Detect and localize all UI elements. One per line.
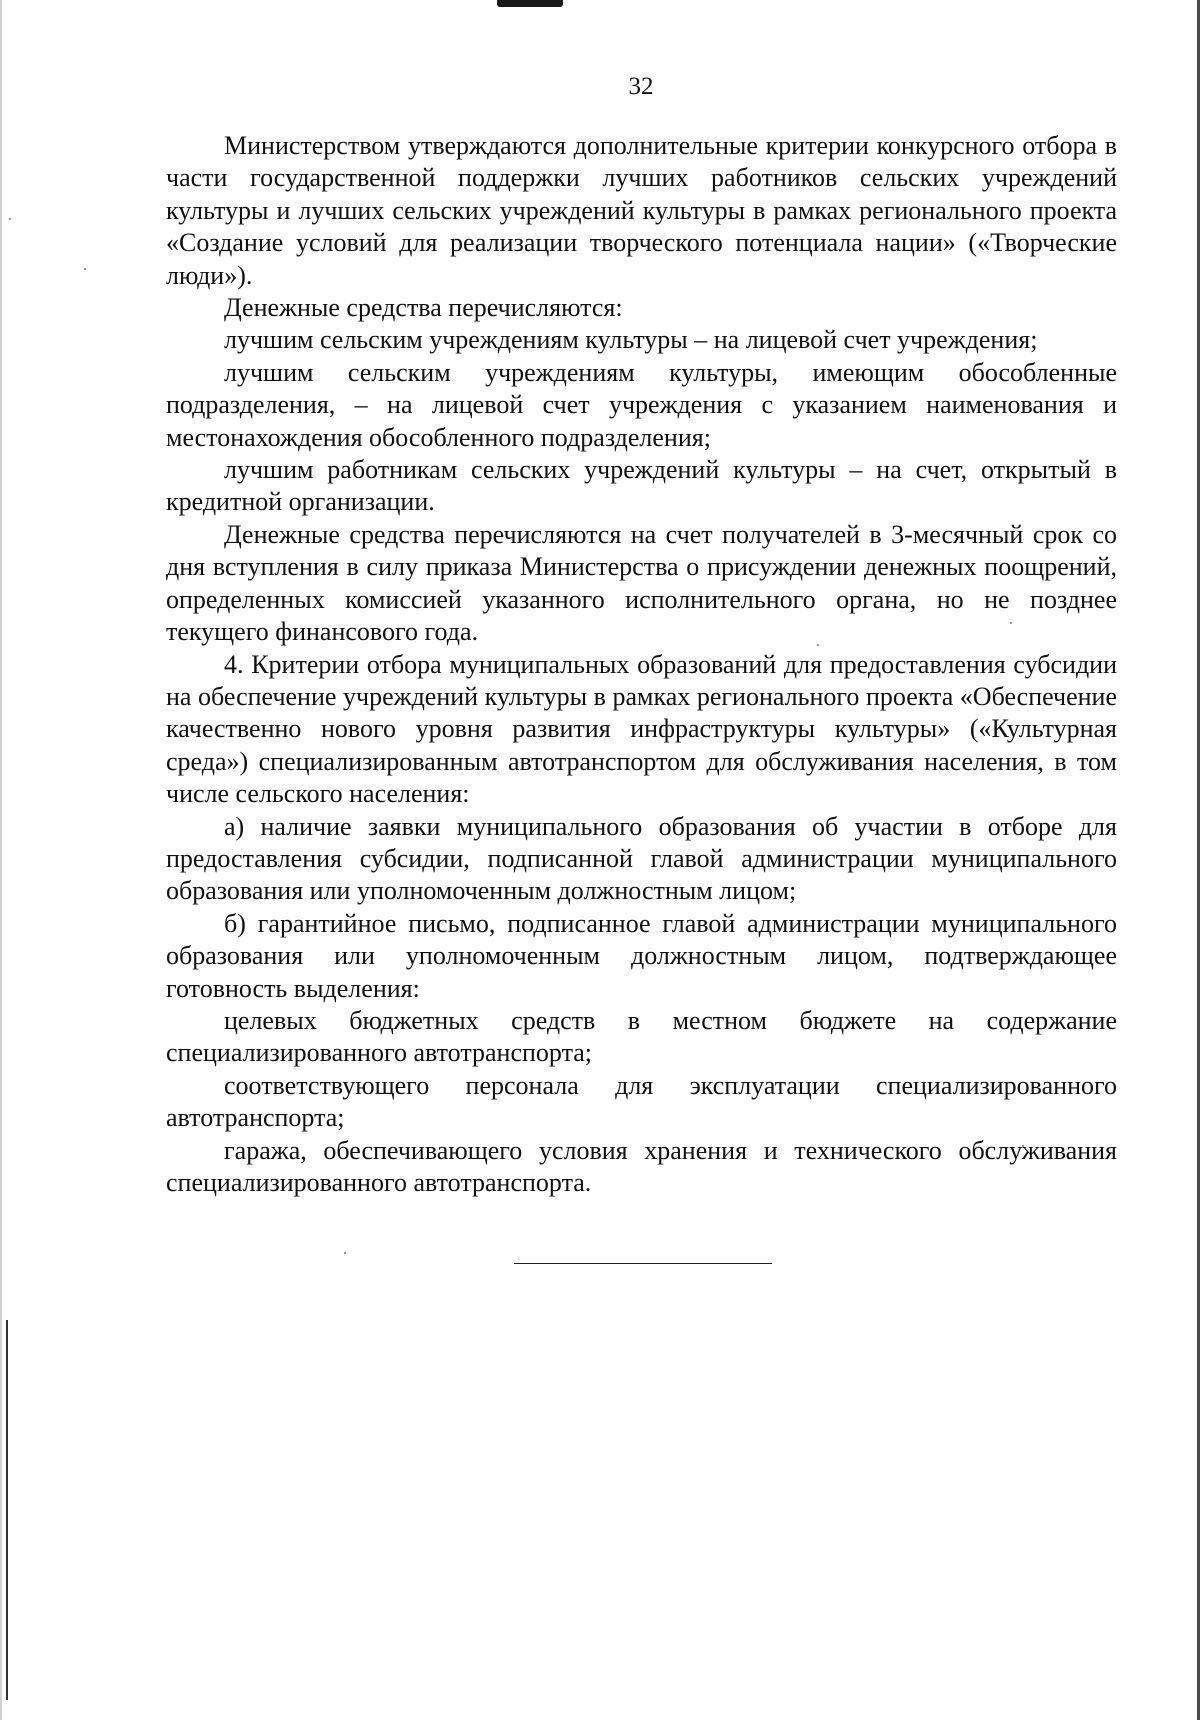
- scan-left-edge-shadow: [6, 1320, 8, 1700]
- scan-binding-mark: [497, 0, 563, 7]
- list-item-b: б) гарантийное письмо, подписанное главой администрации муниципального образования или уполномоченным должностным лицом, подтверждающее готовность выделения:: [166, 908, 1117, 1003]
- paragraph: Министерством утверждаются дополнительные критерии конкурсного отбора в части государственной поддержки лучших работников сельских учреждений культуры и лучших сельских учреждений культуры в рамках регионального проекта «Создание условий для реализации творческого потенциала нации» («Творческие люди»).: [166, 131, 1117, 290]
- scan-speck: [344, 1252, 346, 1254]
- paragraph: Денежные средства перечисляются на счет получателей в 3-месячный срок со дня вступления в силу приказа Министерства о присуждении денежных поощрений, определенных комиссией указанного исполнительного органа, но не позднее текущего финансового года.: [166, 519, 1117, 647]
- document-body: [166, 130, 1117, 1199]
- paragraph: соответствующего персонала для эксплуатации специализированного автотранспорта;: [166, 1070, 1117, 1133]
- scan-left-edge: [0, 0, 2, 1720]
- paragraph: Денежные средства перечисляются:: [224, 293, 623, 323]
- paragraph: лучшим работникам сельских учреждений культуры – на счет, открытый в кредитной организации.: [166, 455, 1117, 517]
- paragraph: 4. Критерии отбора муниципальных образований для предоставления субсидии на обеспечение учреждений культуры в рамках регионального проекта «Обеспечение качественно нового уровня развития инфраструктуры культуры» («Культурная среда») специализированным автотранспортом для обслуживания населения, в том числе сельского населения:: [166, 649, 1117, 809]
- paragraph: лучшим сельским учреждениям культуры – на лицевой счет учреждения;: [224, 325, 1038, 355]
- end-of-section-rule: [514, 1263, 772, 1264]
- page-number: 32: [628, 73, 654, 100]
- paragraph: целевых бюджетных средств в местном бюджете на содержание специализированного автотранспорта;: [166, 1005, 1117, 1068]
- list-item-a: а) наличие заявки муниципального образования об участии в отборе для предоставления субсидии, подписанной главой администрации муниципального образования или уполномоченным должностным лицом;: [166, 811, 1117, 906]
- paragraph: гаража, обеспечивающего условия хранения и технического обслуживания специализированного автотранспорта.: [166, 1135, 1117, 1197]
- scan-speck: [84, 268, 86, 270]
- paragraph: лучшим сельским учреждениям культуры, имеющим обособленные подразделения, – на лицевой счет учреждения с указанием наименования и местонахождения обособленного подразделения;: [166, 357, 1117, 452]
- scan-speck: [9, 218, 11, 220]
